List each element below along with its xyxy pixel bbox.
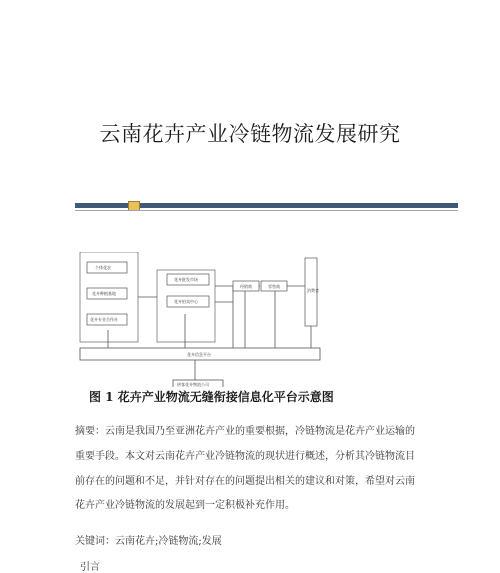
title-divider-thin (75, 210, 458, 211)
node-label: 个体花农 (95, 265, 111, 270)
node-label: 花卉拍卖中心 (174, 299, 198, 304)
abstract-line: 前存在的问题和不足，并针对存在的问题提出相关的建议和对策，希望对云南 (75, 476, 415, 487)
node-label: 零售商 (268, 284, 280, 289)
page-title: 云南花卉产业冷链物流发展研究 (99, 122, 401, 146)
figure-caption: 图 1 花卉产业物流无缝衔接信息化平台示意图 (89, 390, 334, 404)
abstract-line: 重要手段。本文对云南花卉产业冷链物流的现状进行概述，分析其冷链物流目 (75, 451, 415, 462)
node-label: 消费者 (307, 288, 319, 293)
section-heading: 引言 (80, 562, 100, 573)
company-label: 拼客花卉物流公司 (177, 382, 209, 387)
abstract-line: 花卉产业冷链物流的发展起到一定积极补充作用。 (75, 500, 295, 511)
platform-label: 花卉信息平台 (187, 352, 211, 357)
node-label: 花卉批发市场 (174, 277, 198, 282)
abstract-line: 摘要：云南是我国乃至亚洲花卉产业的重要根据，冷链物流是花卉产业运输的 (75, 426, 415, 437)
keywords: 关键词：云南花卉;冷链物流;发展 (75, 536, 222, 547)
node-label: 花卉种植基地 (92, 291, 116, 296)
node-label: 经销商 (240, 284, 252, 289)
node-label: 花卉专业合作社 (90, 317, 118, 322)
platform-diagram (75, 252, 325, 387)
